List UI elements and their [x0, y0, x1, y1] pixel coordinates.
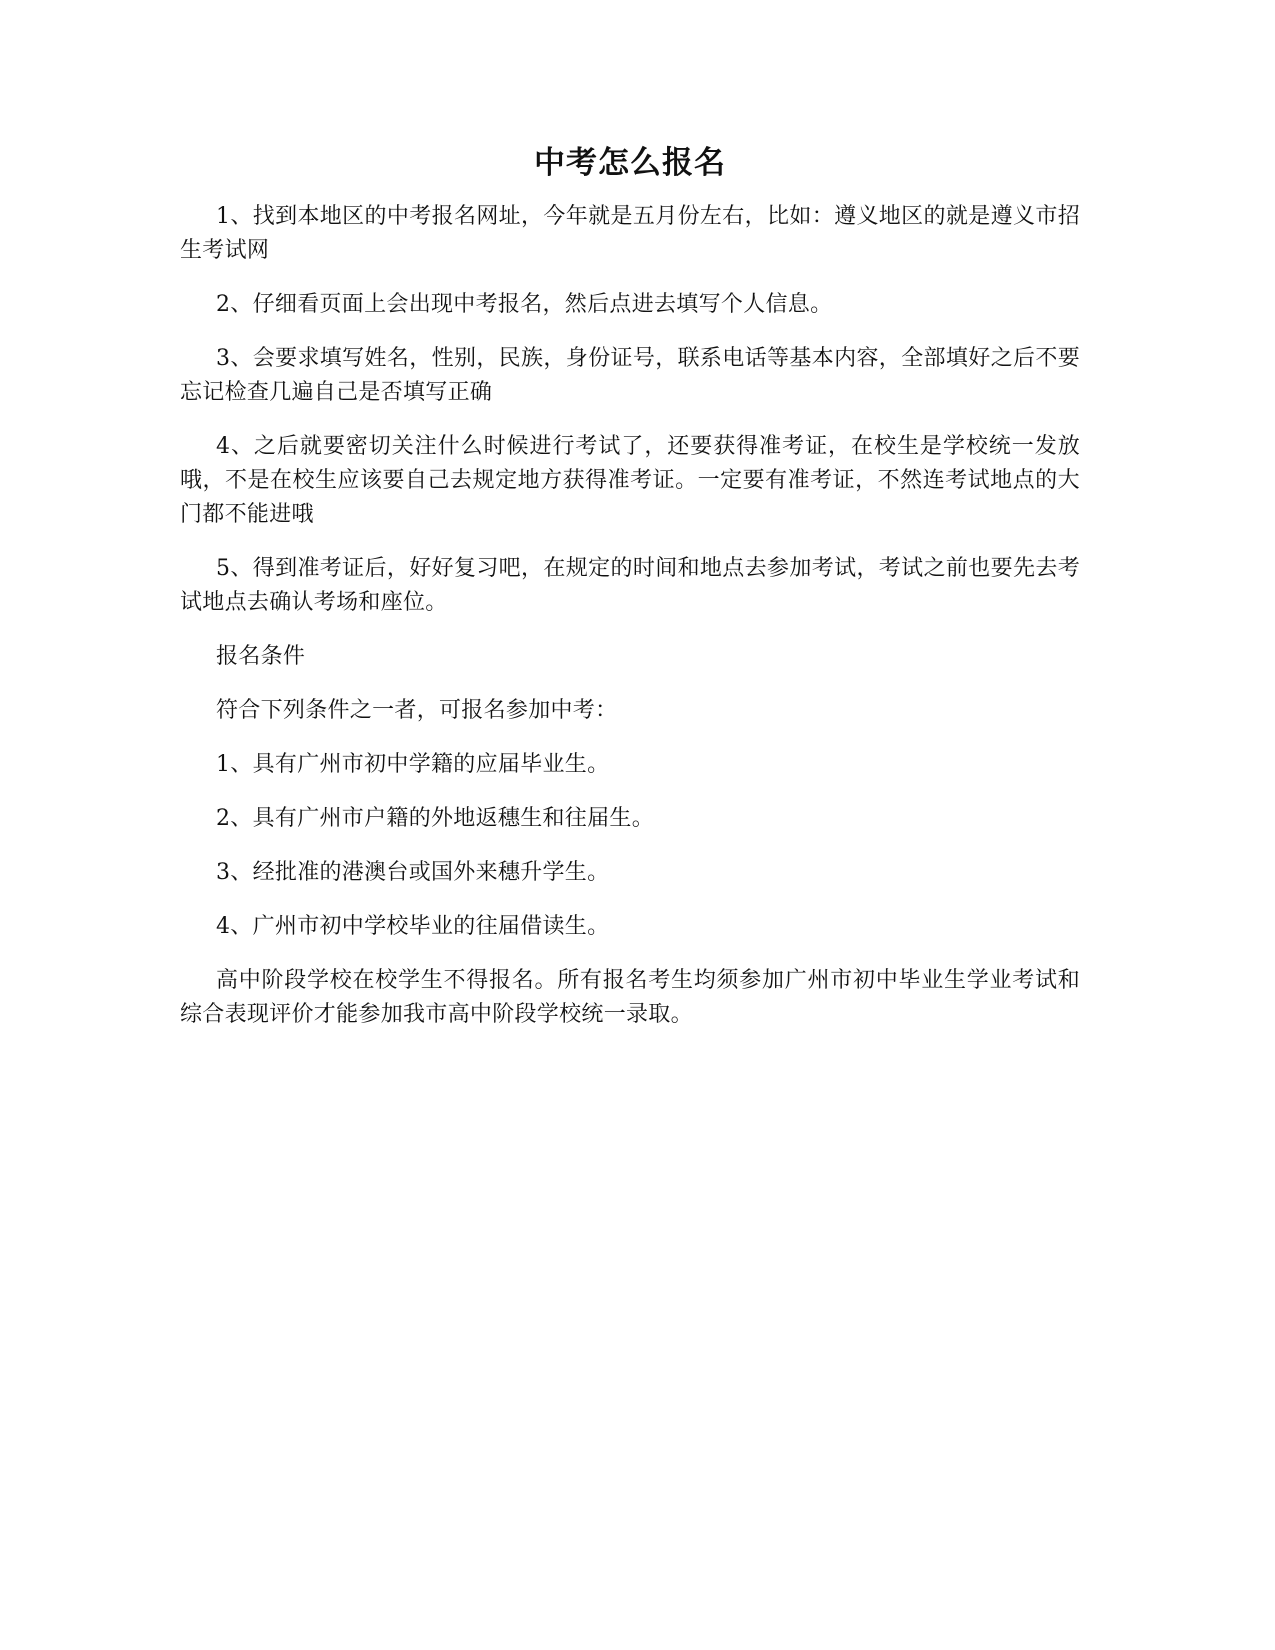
section-heading-requirements: 报名条件: [216, 644, 306, 669]
paragraph-step-3: 3、会要求填写姓名，性别，民族，身份证号，联系电话等基本内容，全部填好之后不要忘记检查几遍自己是否填写正确: [180, 346, 1080, 405]
paragraph-step-2: 2、仔细看页面上会出现中考报名，然后点进去填写个人信息。: [216, 292, 833, 317]
document-page: [180, 140, 1080, 1052]
requirement-item-3: 3、经批准的港澳台或国外来穗升学生。: [216, 860, 610, 885]
page-title: 中考怎么报名: [534, 145, 726, 181]
paragraph-step-1: 1、找到本地区的中考报名网址，今年就是五月份左右，比如：遵义地区的就是遵义市招生考试网: [180, 204, 1080, 263]
paragraph-step-5: 5、得到准考证后，好好复习吧，在规定的时间和地点去参加考试，考试之前也要先去考试地点去确认考场和座位。: [180, 556, 1080, 615]
requirements-intro: 符合下列条件之一者，可报名参加中考：: [216, 698, 618, 723]
requirement-item-1: 1、具有广州市初中学籍的应届毕业生。: [216, 752, 610, 777]
paragraph-step-4: 4、之后就要密切关注什么时候进行考试了，还要获得准考证，在校生是学校统一发放哦，不是在校生应该要自己去规定地方获得准考证。一定要有准考证，不然连考试地点的大门都不能进哦: [180, 434, 1080, 527]
closing-paragraph: 高中阶段学校在校学生不得报名。所有报名考生均须参加广州市初中毕业生学业考试和综合表现评价才能参加我市高中阶段学校统一录取。: [180, 968, 1080, 1027]
requirement-item-4: 4、广州市初中学校毕业的往届借读生。: [216, 914, 610, 939]
requirement-item-2: 2、具有广州市户籍的外地返穗生和往届生。: [216, 806, 654, 831]
